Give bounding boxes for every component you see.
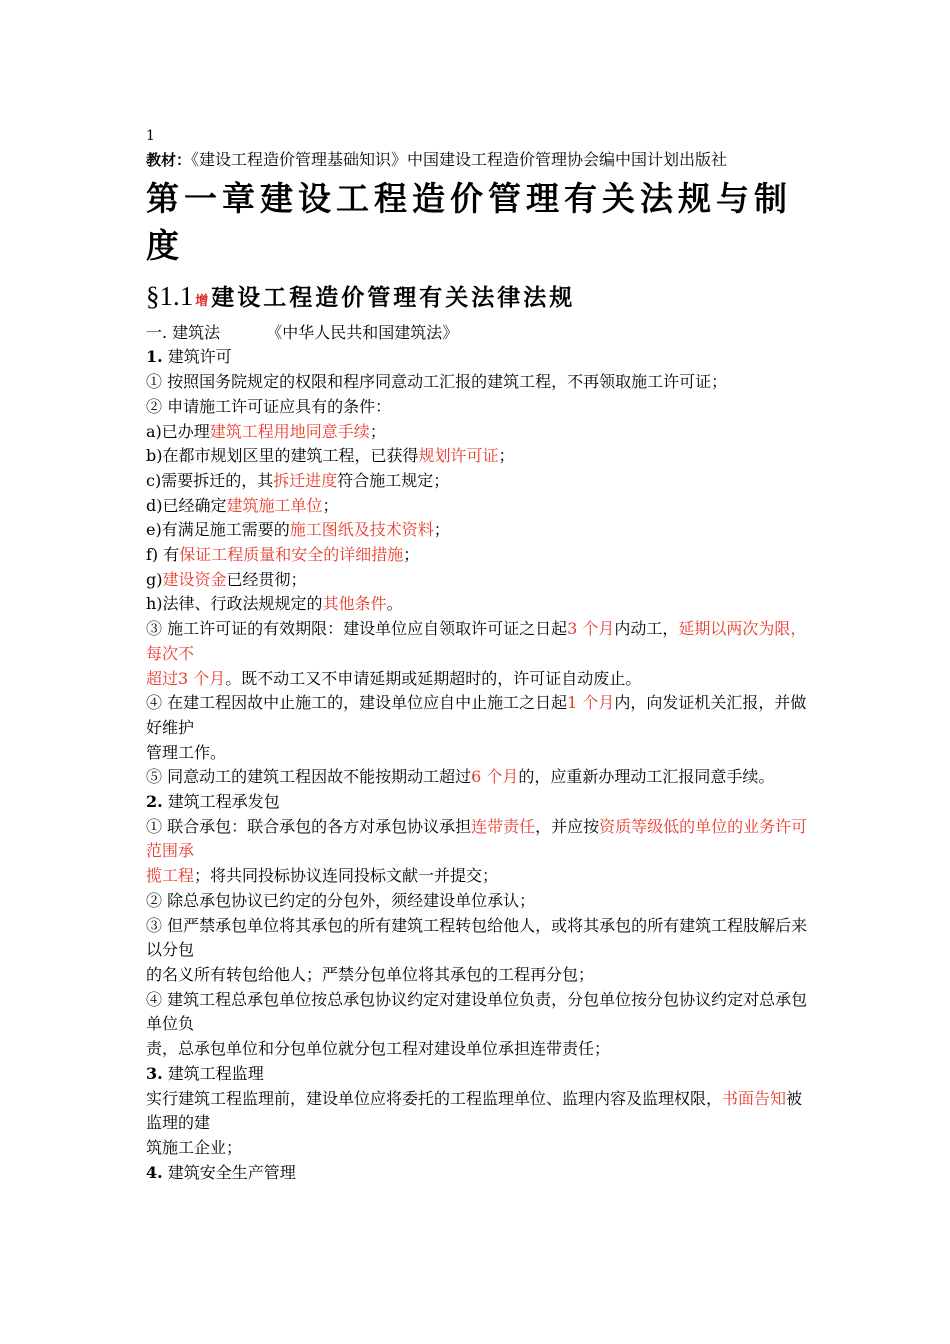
paragraph: ③ 但严禁承包单位将其承包的所有建筑工程转包给他人，或将其承包的所有建筑工程肢解后来以分包 (146, 915, 808, 960)
list-item: b)在都市规划区里的建筑工程，已获得规划许可证； (146, 446, 515, 466)
section-title: 建设工程造价管理有关法律法规 (211, 284, 576, 311)
paragraph: ③ 施工许可证的有效期限：建设单位应自领取许可证之日起3 个月内动工，延期以两次为限，每次不 (146, 619, 807, 663)
subheading-number: 3. (146, 1063, 163, 1083)
list-item: e)有满足施工需要的施工图纸及技术资料； (146, 520, 450, 540)
document-page (146, 126, 816, 1185)
textbook-label: 教材： (146, 151, 192, 169)
list-item: a)已办理建筑工程用地同意手续； (146, 421, 386, 441)
list-item: h)法律、行政法规规定的其他条件。 (146, 594, 403, 614)
paragraph: 责，总承包单位和分包单位就分包工程对建设单位承担连带责任； (146, 1039, 611, 1059)
subheading-title: 建筑工程监理 (162, 1063, 264, 1083)
textbook-text: 《建设工程造价管理基础知识》中国建设工程造价管理协会编中国计划出版社 (191, 150, 728, 169)
list-item: c)需要拆迁的，其拆迁进度符合施工规定； (146, 470, 450, 490)
subheading-supervision (146, 1062, 816, 1087)
subheading-title: 建筑工程承发包 (162, 792, 280, 812)
paragraph: ⑤ 同意动工的建筑工程因故不能按期动工超过6 个月的，应重新办理动工汇报同意手续。 (146, 767, 775, 787)
paragraph: 实行建筑工程监理前，建设单位应将委托的工程监理单位、监理内容及监理权限，书面告知被监理的建 (146, 1088, 803, 1133)
paragraph: 筑施工企业； (146, 1137, 243, 1157)
paragraph: ① 联合承包：联合承包的各方对承包协议承担连带责任，并应按资质等级低的单位的业务许可范围承 (146, 816, 808, 861)
subheading-title: 建筑许可 (162, 347, 232, 367)
list-item: g)建设资金已经贯彻； (146, 569, 307, 589)
subheading-title: 建筑安全生产管理 (162, 1162, 296, 1182)
subheading-safety (146, 1161, 816, 1186)
section-tag: 增 (195, 293, 209, 309)
subheading-contracting (146, 790, 816, 815)
law-name: 《中华人民共和国建筑法》 (266, 322, 459, 342)
subheading-number: 4. (146, 1162, 163, 1182)
paragraph: 揽工程；将共同投标协议连同投标文献一并提交； (146, 866, 499, 886)
paragraph: 的名义所有转包给他人；严禁分包单位将其承包的工程再分包； (146, 964, 595, 984)
list-item: f) 有保证工程质量和安全的详细措施； (146, 545, 420, 565)
paragraph: ② 申请施工许可证应具有的条件： (146, 396, 392, 416)
law-heading (146, 321, 816, 346)
paragraph: ④ 建筑工程总承包单位按总承包协议约定对建设单位负责，分包单位按分包协议约定对总承包单位负 (146, 989, 808, 1034)
subheading-number: 1. (146, 347, 163, 367)
section-heading (146, 277, 816, 321)
textbook-line (146, 148, 816, 173)
paragraph: 管理工作。 (146, 742, 227, 762)
page-number: 1 (146, 128, 155, 144)
list-item: d)已经确定建筑施工单位； (146, 495, 339, 515)
law-heading-text: 一. 建筑法 (146, 322, 221, 342)
subheading-permit (146, 345, 816, 370)
chapter-title: 第一章建设工程造价管理有关法规与制度 (146, 178, 792, 265)
subheading-number: 2. (146, 792, 163, 812)
paragraph: ④ 在建工程因故中止施工的，建设单位应自中止施工之日起1 个月内，向发证机关汇报，并做好维护 (146, 693, 807, 737)
paragraph: ① 按照国务院规定的权限和程序同意动工汇报的建筑工程，不再领取施工许可证； (146, 372, 728, 392)
paragraph: 超过3 个月。既不动工又不申请延期或延期超时的，许可证自动废止。 (146, 668, 642, 688)
paragraph: ② 除总承包协议已约定的分包外，须经建设单位承认； (146, 890, 536, 910)
section-number: §1.1 (146, 280, 194, 311)
